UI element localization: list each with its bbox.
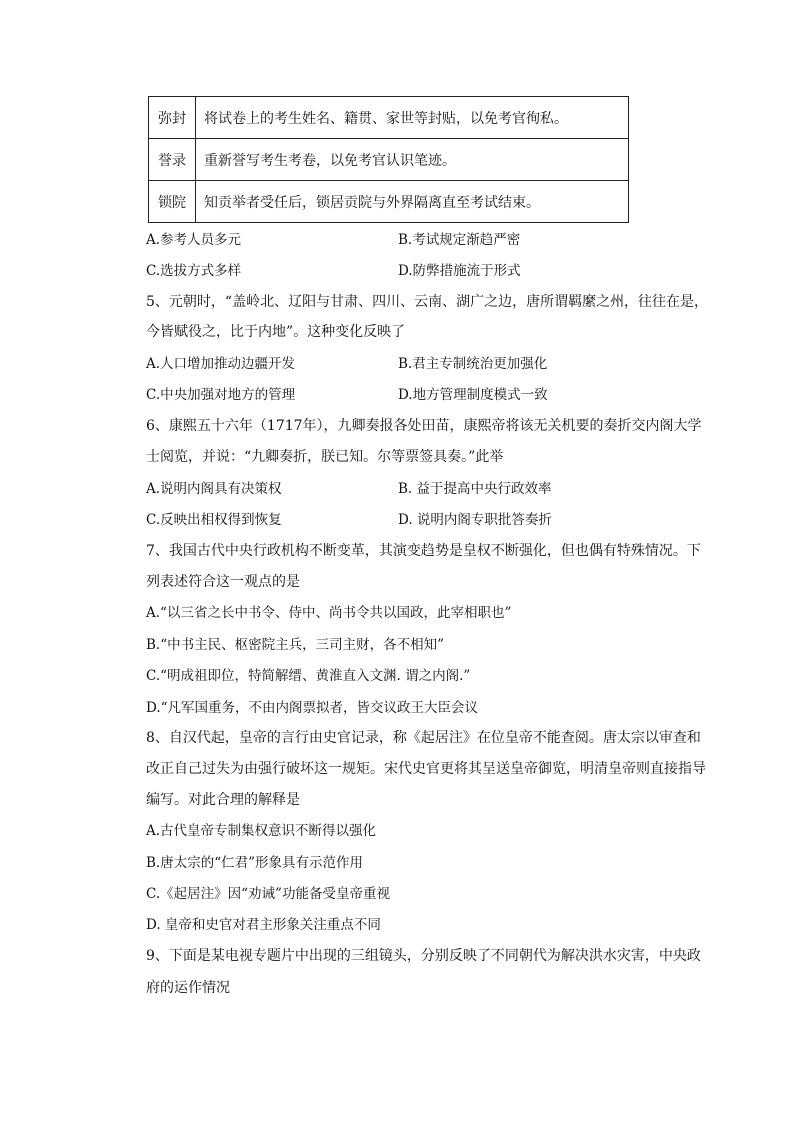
table-row xyxy=(149,181,629,223)
q8-stem-line-3: 编写。对此合理的解释是 xyxy=(146,792,300,808)
q7-option-d[interactable]: D.“凡军国重务，不由内阁票拟者，皆交议政王大臣会议 xyxy=(146,700,479,716)
q6-option-d[interactable]: D. 说明内阁专职批答奏折 xyxy=(398,512,552,528)
q8-option-a[interactable]: A.古代皇帝专制集权意识不断得以强化 xyxy=(146,823,377,839)
table-term: 锁院 xyxy=(149,181,196,223)
q7-option-a[interactable]: A.“以三省之长中书令、侍中、尚书令共以国政，此宰相职也” xyxy=(146,605,512,621)
q7-option-c[interactable]: C.“明成祖即位，特简解缙、黄淮直入文渊. 谓之内阁.” xyxy=(146,668,471,684)
q5-option-c[interactable]: C.中央加强对地方的管理 xyxy=(146,387,296,403)
table-term: 誉录 xyxy=(149,139,196,181)
q6-option-b[interactable]: B. 益于提高中央行政效率 xyxy=(398,481,552,497)
table-row xyxy=(149,139,629,181)
table-term: 弥封 xyxy=(149,97,196,139)
q9-stem-line-2: 府的运作情况 xyxy=(146,980,230,996)
q9-stem-line-1: 9、下面是某电视专题片中出现的三组镜头，分别反映了不同朝代为解决洪水灾害，中央政 xyxy=(146,948,701,964)
q5-option-a[interactable]: A.人口增加推动边疆开发 xyxy=(146,356,296,372)
q8-option-b[interactable]: B.唐太宗的“仁君”形象具有示范作用 xyxy=(146,855,364,871)
q7-stem-line-2: 列表述符合这一观点的是 xyxy=(146,574,300,590)
q8-option-d[interactable]: D. 皇帝和史官对君主形象关注重点不同 xyxy=(146,917,381,933)
table-row xyxy=(149,97,629,139)
q7-stem-line-1: 7、我国古代中央行政机构不断变革，其演变趋势是皇权不断强化，但也偶有特殊情况。下 xyxy=(146,543,701,559)
q5-stem-line-1: 5、元朝时，“盖岭北、辽阳与甘肃、四川、云南、湖广之边，唐所谓羁縻之州，往往在是， xyxy=(146,294,709,310)
q8-stem-line-2: 改正自己过失为由强行破坏这一规矩。宋代史官更将其呈送皇帝御览，明清皇帝则直接指导 xyxy=(146,761,706,777)
q5-option-d[interactable]: D.地方管理制度模式一致 xyxy=(398,387,548,403)
table-desc: 将试卷上的考生姓名、籍贯、家世等封贴，以免考官徇私。 xyxy=(196,97,629,139)
q6-option-c[interactable]: C.反映出相权得到恢复 xyxy=(146,512,282,528)
q5-stem-line-2: 今皆赋役之，比于内地”。这种变化反映了 xyxy=(146,324,406,340)
q5-option-b[interactable]: B.君主专制统治更加强化 xyxy=(398,356,548,372)
imperial-exam-measures-table xyxy=(148,96,629,223)
q4-option-b[interactable]: B.考试规定渐趋严密 xyxy=(398,232,521,248)
table-desc: 知贡举者受任后，锁居贡院与外界隔离直至考试结束。 xyxy=(196,181,629,223)
q6-option-a[interactable]: A.说明内阁具有决策权 xyxy=(146,481,282,497)
table-desc: 重新誉写考生考卷，以免考官认识笔迹。 xyxy=(196,139,629,181)
q4-option-c[interactable]: C.选拔方式多样 xyxy=(146,263,242,279)
q8-option-c[interactable]: C.《起居注》因“劝诫”功能备受皇帝重视 xyxy=(146,886,390,902)
q8-stem-line-1: 8、自汉代起，皇帝的言行由史官记录，称《起居注》在位皇帝不能查阅。唐太宗以审查和 xyxy=(146,730,701,746)
q6-stem-line-1: 6、康熙五十六年（1717年），九卿奏报各处田苗，康熙帝将该无关机要的奏折交内阁大学 xyxy=(146,418,702,434)
q4-option-d[interactable]: D.防弊措施流于形式 xyxy=(398,263,521,279)
q4-option-a[interactable]: A.参考人员多元 xyxy=(146,232,242,248)
q6-stem-line-2: 士阅览，并说：“九卿奏折，朕已知。尔等票签具奏。”此举 xyxy=(146,449,504,465)
q7-option-b[interactable]: B.“中书主民、枢密院主兵，三司主财，各不相知” xyxy=(146,637,445,653)
